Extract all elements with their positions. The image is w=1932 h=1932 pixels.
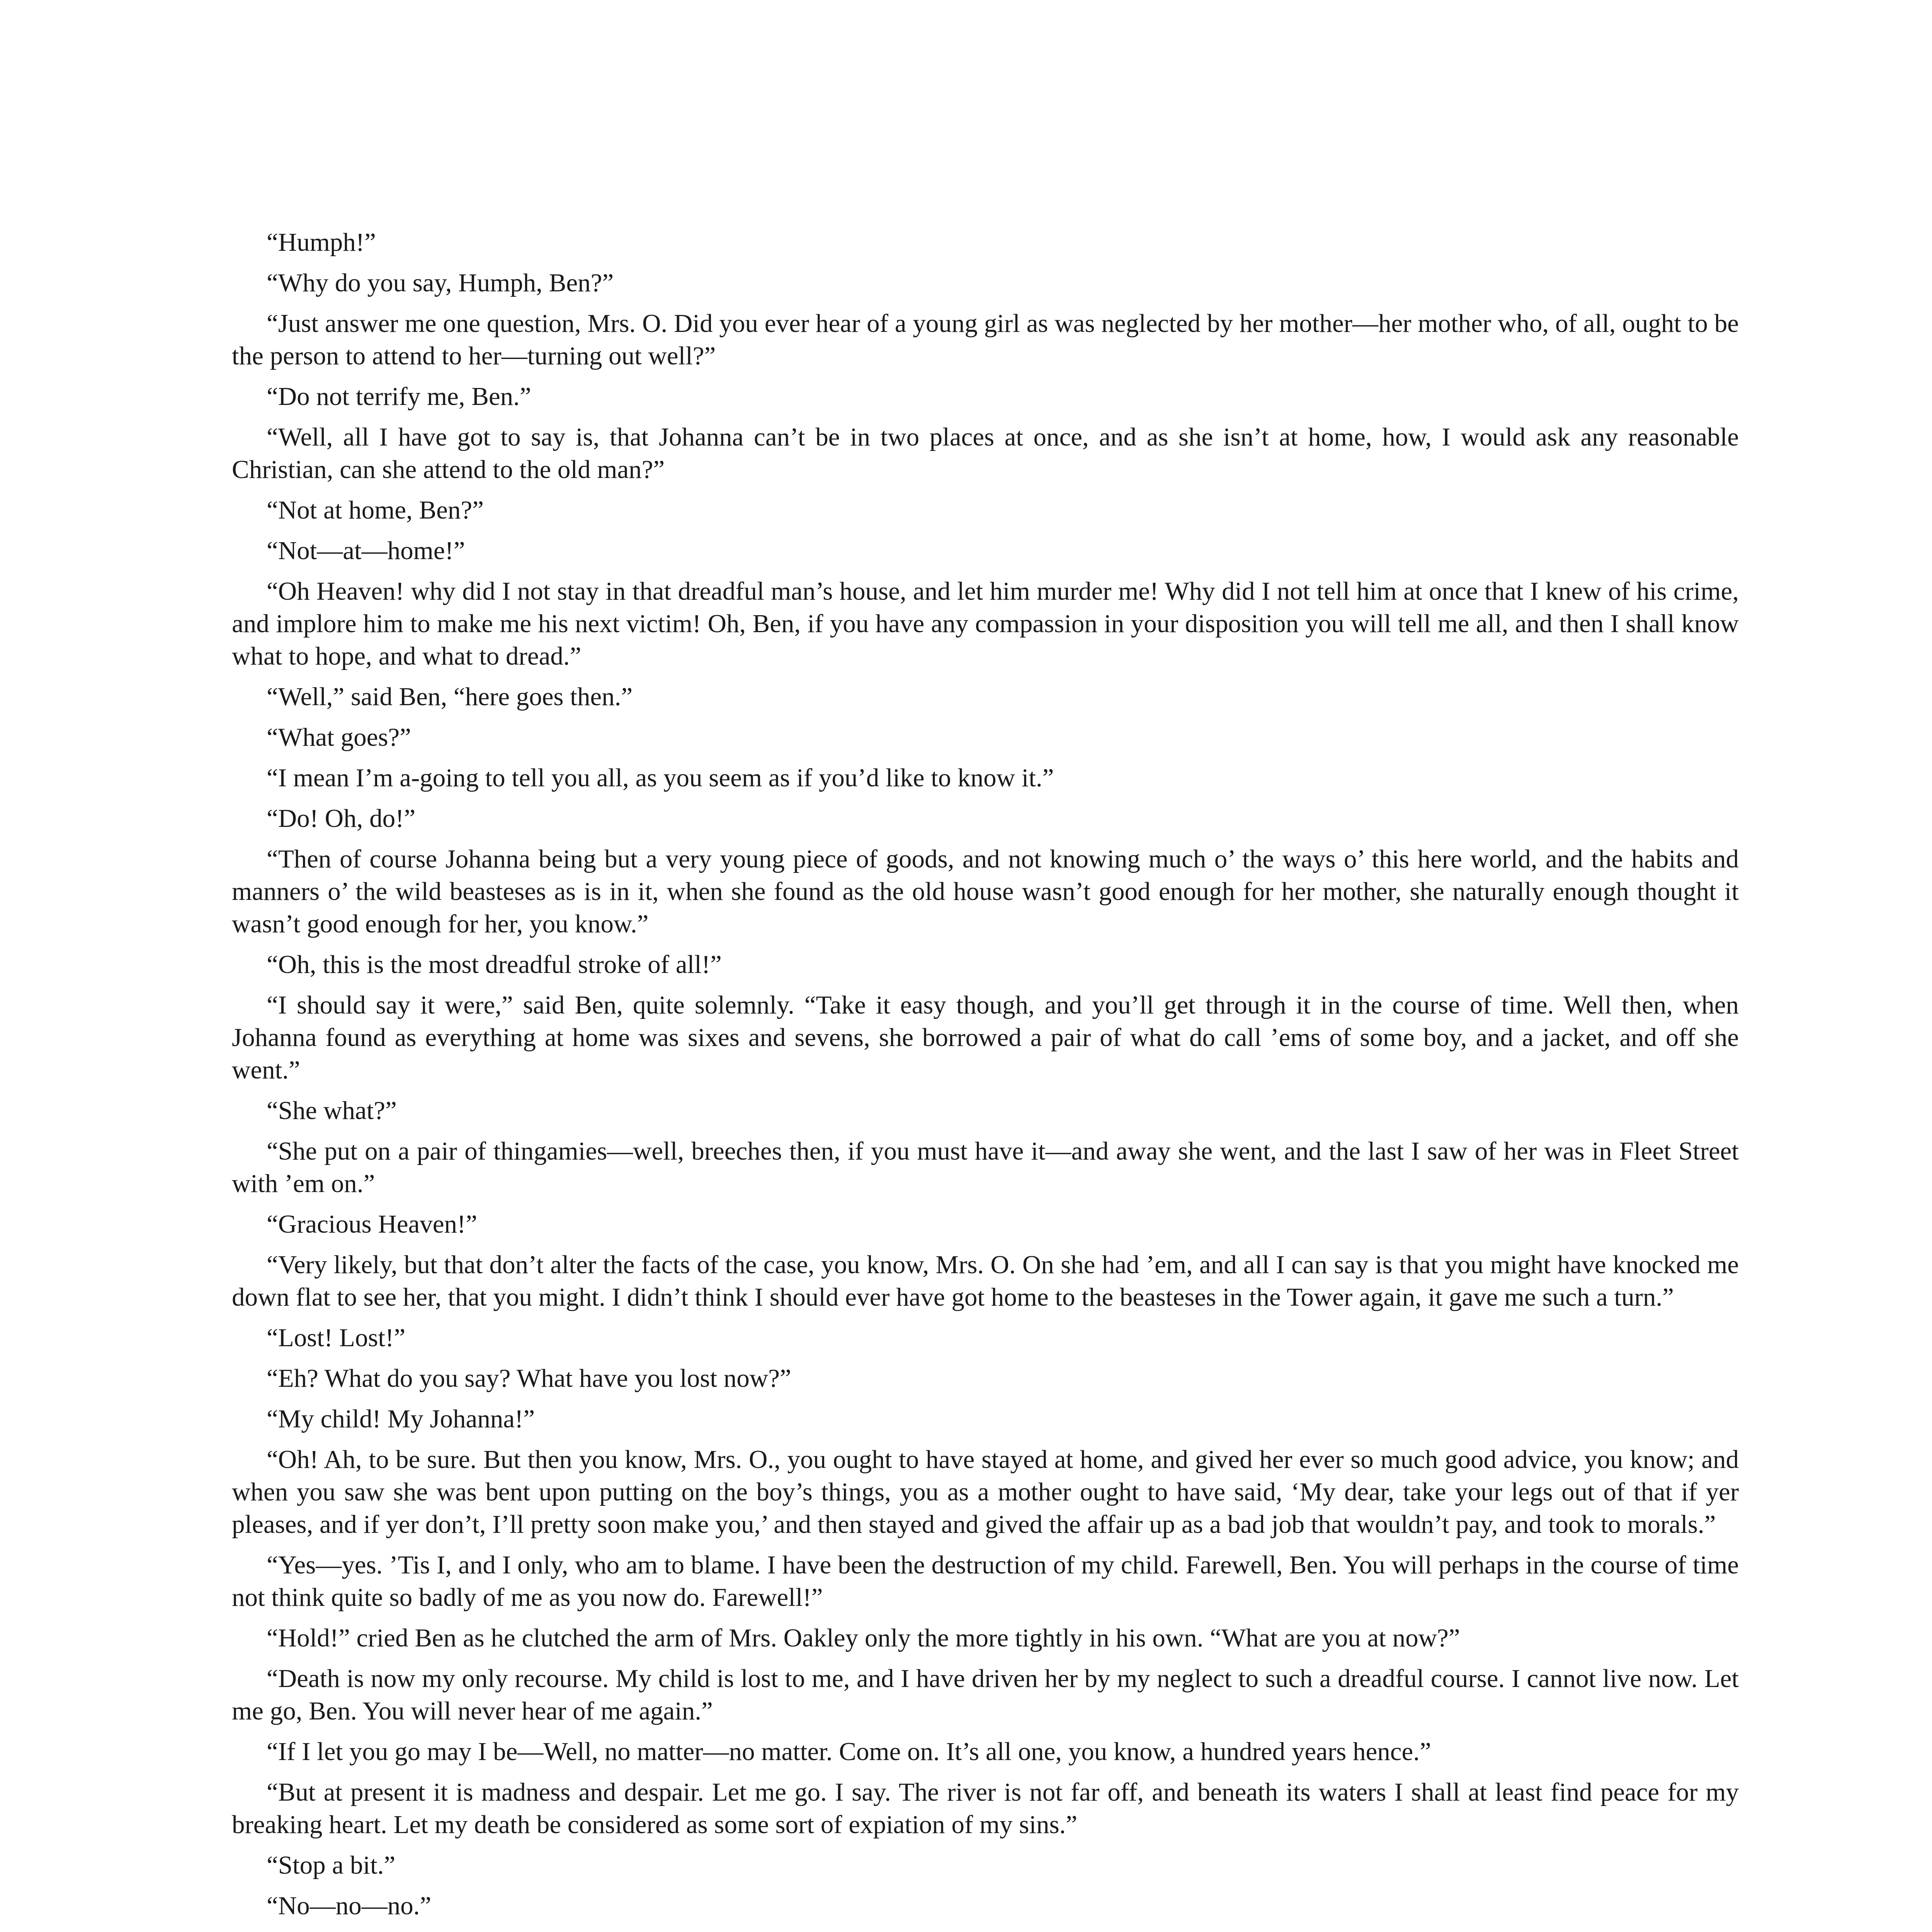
paragraph: “No—no—no.” (267, 1891, 432, 1920)
paragraph: “My child! My Johanna!” (267, 1405, 535, 1433)
paragraph: “Stop a bit.” (267, 1851, 396, 1879)
paragraph: “Oh Heaven! why did I not stay in that dreadful man’s house, and let him murder me! Why did I not tell him at once that I knew of his crime, and implore him to make me his next victim! Oh, Ben, if you have any compassion in your disposition you will tell me all, and then I shall know what to hope, and what to dread.” (232, 577, 1739, 670)
paragraph: “Just answer me one question, Mrs. O. Did you ever hear of a young girl as was neglected by her mother—her mother who, of all, ought to be the person to attend to her—turning out well?” (232, 309, 1739, 370)
paragraph (232, 1930, 1739, 1932)
paragraph: “Not at home, Ben?” (267, 496, 484, 524)
paragraph: “Well,” said Ben, “here goes then.” (267, 682, 633, 711)
paragraph: “Humph!” (267, 228, 376, 257)
paragraph: “Not—at—home!” (267, 536, 465, 565)
paragraph: “Very likely, but that don’t alter the facts of the case, you know, Mrs. O. On she had ’em, and all I can say is that you might have knocked me down flat to see her, that you might. I didn’t think I should ever have got home to the beasteses in the Tower again, it gave me such a turn.” (232, 1250, 1739, 1311)
paragraph: “Death is now my only recourse. My child is lost to me, and I have driven her by my neglect to such a dreadful course. I cannot live now. Let me go, Ben. You will never hear of me again.” (232, 1664, 1739, 1725)
paragraph: “Yes—yes. ’Tis I, and I only, who am to blame. I have been the destruction of my child. Farewell, Ben. You will perhaps in the course of time not think quite so badly of me as you now do. Farewell!” (232, 1551, 1739, 1612)
paragraph: “Oh! Ah, to be sure. But then you know, Mrs. O., you ought to have stayed at home, and gived her ever so much good advice, you know; and when you saw she was bent upon putting on the boy’s things, you as a mother ought to have said, ‘My dear, take your legs out of that if yer pleases, and if yer don’t, I’ll pretty soon make you,’ and then stayed and gived the affair up as a bad job that wouldn’t pay, and took to morals.” (232, 1445, 1739, 1539)
paragraph: “What goes?” (267, 723, 411, 752)
paragraph: “Hold!” cried Ben as he clutched the arm of Mrs. Oakley only the more tightly in his own. “What are you at now?” (267, 1624, 1460, 1652)
paragraph: “Oh, this is the most dreadful stroke of all!” (267, 950, 722, 979)
page-body (232, 226, 1739, 1932)
paragraph: “Eh? What do you say? What have you lost now?” (267, 1364, 791, 1393)
paragraph: “Do! Oh, do!” (267, 804, 416, 833)
paragraph: “She put on a pair of thingamies—well, breeches then, if you must have it—and away she went, and the last I saw of her was in Fleet Street with ’em on.” (232, 1137, 1739, 1198)
paragraph: “She what?” (267, 1096, 397, 1125)
paragraph: “Lost! Lost!” (267, 1323, 406, 1352)
paragraph: “If I let you go may I be—Well, no matter—no matter. Come on. It’s all one, you know, a hundred years hence.” (267, 1737, 1431, 1766)
paragraph: “Why do you say, Humph, Ben?” (267, 269, 614, 297)
paragraph: “I mean I’m a-going to tell you all, as you seem as if you’d like to know it.” (267, 764, 1054, 792)
paragraph: “Then of course Johanna being but a very young piece of goods, and not knowing much o’ the ways o’ this here world, and the habits and manners o’ the wild beasteses as is in it, when she found as the old house wasn’t good enough for her mother, she naturally enough thought it wasn’t good enough for her, you know.” (232, 845, 1739, 938)
paragraph: “Well, all I have got to say is, that Johanna can’t be in two places at once, and as she isn’t at home, how, I would ask any reasonable Christian, can she attend to the old man?” (232, 423, 1739, 484)
paragraph: “Gracious Heaven!” (267, 1210, 477, 1238)
paragraph: “Do not terrify me, Ben.” (267, 382, 531, 411)
paragraph: “But at present it is madness and despair. Let me go. I say. The river is not far off, and beneath its waters I shall at least find peace for my breaking heart. Let my death be considered as some sort of expiation of my sins.” (232, 1778, 1739, 1839)
paragraph: “I should say it were,” said Ben, quite solemnly. “Take it easy though, and you’ll get through it in the course of time. Well then, when Johanna found as everything at home was sixes and sevens, she borrowed a pair of what do call ’ems of some boy, and a jacket, and off she went.” (232, 991, 1739, 1084)
